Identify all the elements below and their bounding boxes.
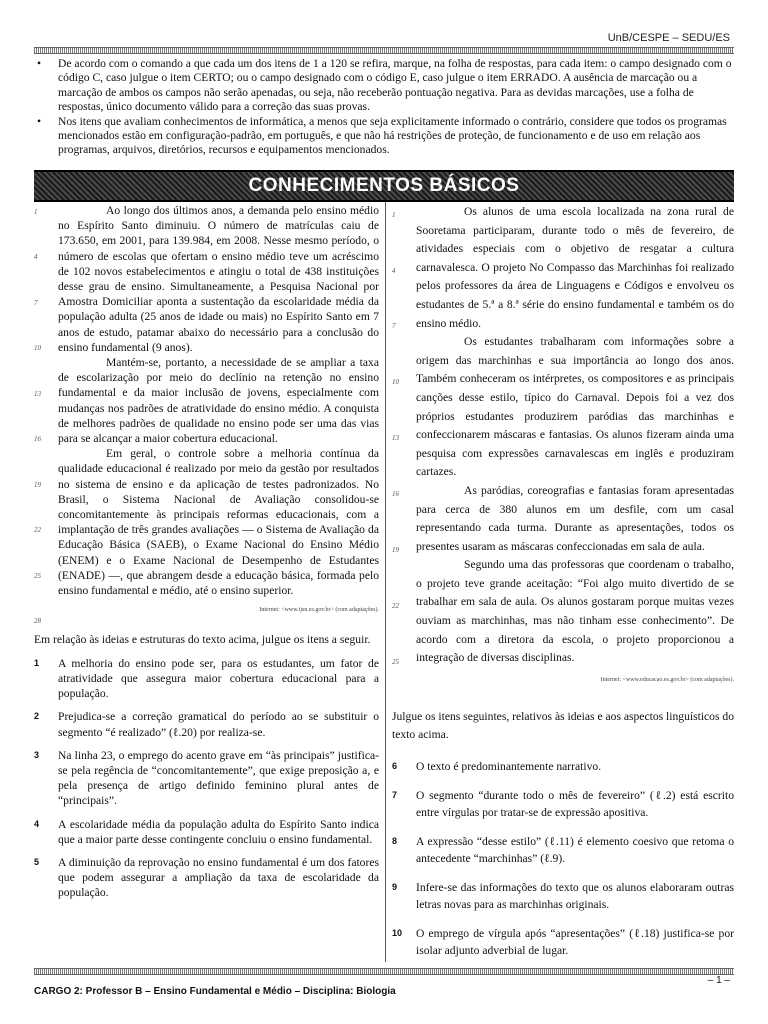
- question-number: 4: [34, 818, 40, 829]
- question-text: O segmento “durante todo o mês de fevereiro” (ℓ.2) está escrito entre vírgulas por tratar-se de expressão apositiva.: [416, 789, 734, 820]
- right-column: [392, 203, 734, 959]
- question-text: Na linha 23, o emprego do acento grave em “às principais” justifica-se pela regência de “concomitantemente”, que exige preposição a, e pela presença de artigo definido feminino plural antes de “principais”.: [58, 748, 379, 808]
- exam-header-title: UnB/CESPE – SEDU/ES: [607, 32, 730, 44]
- line-number: 13: [34, 390, 41, 398]
- line-number: 25: [392, 658, 399, 666]
- question-item: [34, 709, 379, 739]
- question-item: [34, 656, 379, 702]
- source-citation: Internet: <www.ijsn.es.gov.br> (com adaptações).: [259, 607, 379, 614]
- passage-paragraph: Os alunos de uma escola localizada na zona rural de Sooretama participaram, durante todo o mês de fevereiro, de atividades especiais com o objetivo de resgatar a cultura carnavalesca. O projeto No Compasso das Marchinhas foi realizado pelos professores da área de Linguagens e Códigos e envolveu os estudantes de 5.ª a 8.ª série do ensino fundamental e também os do ensino médio.: [416, 205, 734, 330]
- line-number: 4: [34, 253, 38, 261]
- line-number: 16: [34, 435, 41, 443]
- line-number: 1: [34, 208, 38, 216]
- question-item: [392, 879, 734, 913]
- line-number: 19: [34, 481, 41, 489]
- instruction-text: De acordo com o comando a que cada um dos itens de 1 a 120 se refira, marque, na folha de respostas, para cada item: o campo designado com o código C, caso julgue o item CERTO; ou o campo designado com o código E, caso julgue o item ERRADO. A ausência de marcação ou a marcação de ambos os campos não serão apenadas, ou seja, não receberão pontuação negativa. Para as devidas marcações, use a folha de respostas, único documento válido para a correção das suas provas.: [58, 57, 732, 114]
- question-item: [392, 758, 734, 775]
- header-stripe: [34, 47, 734, 54]
- line-number: 25: [34, 572, 41, 580]
- question-text: Prejudica-se a correção gramatical do período ao se substituir o segmento “é realizado” (ℓ.20) por realiza-se.: [58, 710, 379, 739]
- section-banner: [34, 170, 734, 202]
- line-number: 1: [392, 211, 396, 219]
- footer-cargo: CARGO 2: Professor B – Ensino Fundamental e Médio – Disciplina: Biologia: [34, 986, 396, 997]
- line-number: 10: [392, 378, 399, 386]
- question-text: A melhoria do ensino pode ser, para os estudantes, um fator de atratividade que assegura maior cobertura educacional para a população.: [58, 656, 379, 701]
- page-number: – 1 –: [707, 975, 730, 986]
- line-number: 7: [392, 322, 396, 330]
- line-number: 4: [392, 267, 396, 275]
- line-number: 13: [392, 434, 399, 442]
- question-number: 2: [34, 711, 40, 722]
- question-text: Infere-se das informações do texto que os alunos elaboraram outras letras novas para as marchinhas originais.: [416, 881, 734, 912]
- question-item: [34, 748, 379, 809]
- instruction-item: • Nos itens que avaliam conhecimentos de informática, a menos que seja explicitamente informado o contrário, considere que todos os programas mencionados estão em configuração-padrão, em português, e que não há restrições de proteção, de funcionamento e de uso em relação aos programas, arquivos, diretórios, recursos e equipamentos mencionados.: [37, 114, 727, 157]
- line-number: 22: [392, 602, 399, 610]
- question-item: [392, 833, 734, 867]
- question-number: 5: [34, 856, 40, 867]
- instructions: [34, 57, 734, 158]
- line-number: 10: [34, 344, 41, 352]
- question-number: 6: [392, 761, 398, 772]
- column-divider: [385, 202, 386, 962]
- page-header: [0, 0, 768, 48]
- line-number: 22: [34, 526, 41, 534]
- line-number: 28: [34, 617, 41, 625]
- question-text: A diminuição da reprovação no ensino fundamental é um dos fatores que podem assegurar a ampliação da taxa de escolaridade da população.: [58, 855, 379, 900]
- instruction-item: • De acordo com o comando a que cada um dos itens de 1 a 120 se refira, marque, na folha de respostas, para cada item: o campo designado com o código C, caso julgue o item CERTO; ou o campo designado com o código E, caso julgue o item ERRADO. A ausência de marcação ou a marcação de ambos os campos não serão apenadas, ou seja, não receberão pontuação negativa. Para as devidas marcações, use a folha de respostas, único documento válido para a correção das suas provas.: [37, 57, 732, 114]
- footer-stripe: [34, 968, 734, 975]
- text-passage-2: [392, 203, 734, 668]
- question-number: 3: [34, 749, 40, 760]
- source-citation: Internet: <www.educacao.es.gov.br> (com adaptações).: [600, 676, 734, 683]
- question-item: [392, 787, 734, 821]
- instruction-text: Nos itens que avaliam conhecimentos de informática, a menos que seja explicitamente informado o contrário, considere que todos os programas mencionados estão em configuração-padrão, em português, e que não há restrições de proteção, de funcionamento e de uso em relação aos programas, arquivos, diretórios, recursos e equipamentos mencionados.: [58, 114, 727, 157]
- question-text: A escolaridade média da população adulta do Espírito Santo indica que a maior parte desse contingente concluiu o ensino fundamental.: [58, 817, 379, 846]
- passage-paragraph: Em geral, o controle sobre a melhoria contínua da qualidade educacional é realizado por meio da gestão por resultados no sistema de ensino e da aplicação de testes padronizados. No Brasil, o Sistema Nacional de Avaliação consolidou-se concomitantemente às principais reformas educacionais, com a implantação de três grandes avaliações — o Sistema de Avaliação da Educação Básica (SAEB), o Exame Nacional do Ensino Médio (ENEM) e o Exame Nacional de Desempenho de Estudantes (ENADE) —, que abrangem desde a educação básica, formada pelo ensino fundamental e médio, até o ensino superior.: [58, 447, 379, 598]
- passage-paragraph: Segundo uma das professoras que coordenam o trabalho, o projeto teve grande aceitação: “Foi algo muito divertido de se trabalhar em sala de aula. Os alunos gostaram porque muitas vezes ouviam as marchinhas, mas não tinham esse conhecimento”. De acordo com a diretora da escola, o projeto proporcionou a integração de diversas disciplinas.: [416, 558, 734, 665]
- question-text: O texto é predominantemente narrativo.: [416, 760, 602, 774]
- passage-paragraph: Os estudantes trabalharam com informações sobre a origem das marchinhas e sua importância ao longo dos anos. Também conheceram os intérpretes, os compositores e as principais canções desse estilo, típico do Carnaval. Depois foi a vez dos próprios estudantes produzirem paródias das marchinhas e confeccionarem máscaras e fantasias. Os alunos fizeram ainda uma pesquisa com expressões carnavalescas em inglês e produziram cartazes.: [416, 335, 734, 479]
- question-number: 10: [392, 928, 403, 939]
- question-number: 9: [392, 882, 398, 893]
- questions-lead: Em relação às ideias e estruturas do texto acima, julgue os itens a seguir.: [34, 633, 371, 647]
- question-item: [34, 855, 379, 901]
- question-text: A expressão “desse estilo” (ℓ.11) é elemento coesivo que retoma o antecedente “marchinhas” (ℓ.9).: [416, 835, 734, 866]
- question-item: [392, 925, 734, 959]
- line-number: 19: [392, 546, 399, 554]
- left-column: [34, 203, 379, 901]
- line-number: 16: [392, 490, 399, 498]
- question-text: O emprego de vírgula após “apresentações” (ℓ.18) justifica-se por isolar adjunto adverbial de lugar.: [416, 927, 734, 958]
- section-title: CONHECIMENTOS BÁSICOS: [248, 175, 520, 196]
- question-number: 8: [392, 836, 398, 847]
- line-number: 7: [34, 299, 38, 307]
- question-item: [34, 817, 379, 847]
- passage-paragraph: As paródias, coreografias e fantasias foram apresentadas para cerca de 380 alunos em um desfile, com um casal representando cada turma. Durante as apresentações, todos os presentes usaram as máscaras confeccionadas em sala de aula.: [416, 483, 734, 553]
- question-number: 1: [34, 657, 40, 668]
- passage-paragraph: Ao longo dos últimos anos, a demanda pelo ensino médio no Espírito Santo diminuiu. O número de matrículas caiu de 173.650, em 2001, para 139.984, em 2008. Nesse mesmo período, o número de escolas que ofertam o ensino médio teve um acréscimo de 102 novos estabelecimentos e atingiu o total de 438 instituições desse grau de ensino. Simultaneamente, a Pesquisa Nacional por Amostra Domiciliar aponta a sustentação da escolaridade média da população adulta (25 anos de idade ou mais) no Espírito Santo em 7 anos de estudo, patamar abaixo do necessário para a conclusão do ensino fundamental (9 anos).: [58, 204, 379, 354]
- question-number: 7: [392, 790, 398, 801]
- questions-lead: Julgue os itens seguintes, relativos às ideias e aos aspectos linguísticos do texto acima.: [392, 710, 734, 742]
- passage-paragraph: Mantém-se, portanto, a necessidade de se ampliar a taxa de escolarização por meio do declínio na retenção no ensino fundamental e da maior inclusão de jovens, especialmente com mudanças nos padrões de atratividade do ensino médio. A conquista de melhores padrões de qualidade no ensino pode ser uma das vias para se alcançar a maior cobertura educacional.: [58, 356, 379, 446]
